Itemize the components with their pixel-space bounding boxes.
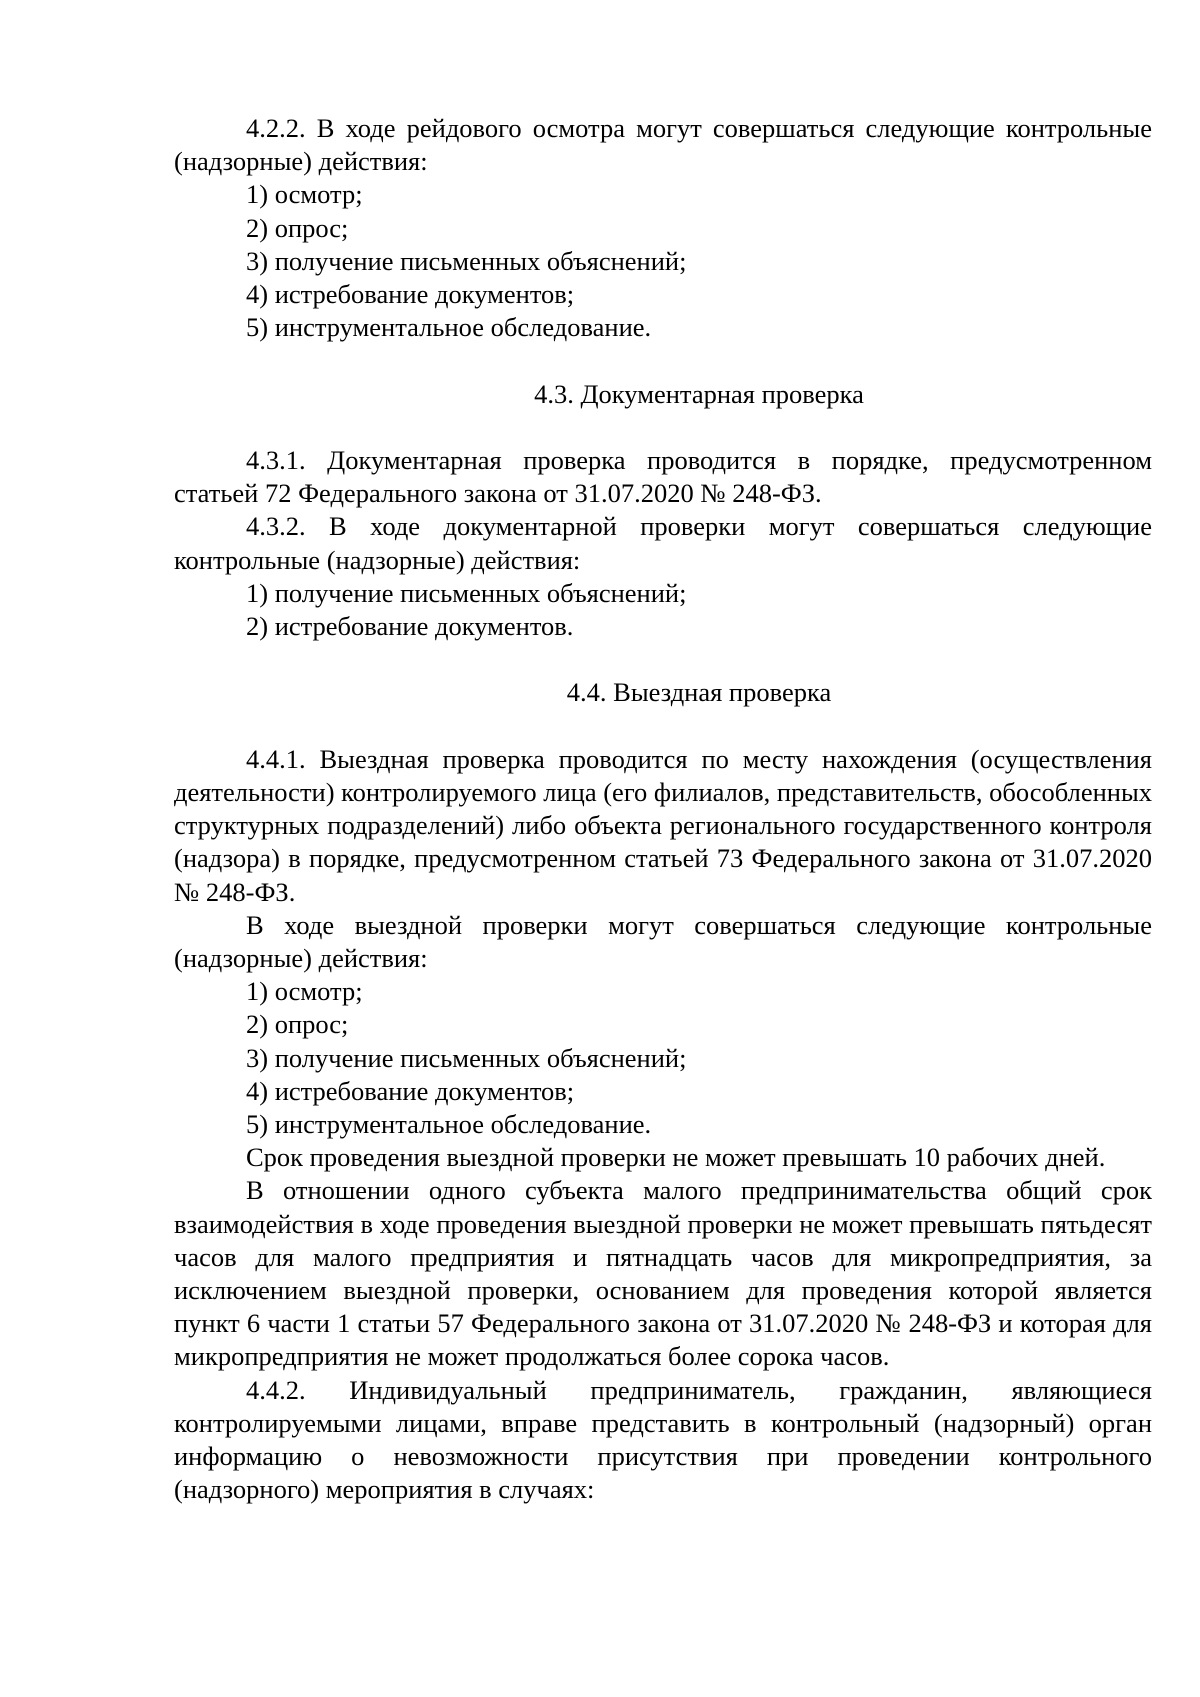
paragraph-4-4-2: 4.4.2. Индивидуальный предприниматель, гражданин, являющиеся контролируемыми лицами, вправе представить в контрольный (надзорный) орган информацию о невозможности присутствия при проведении контрольного (надзорного) мероприятия в случаях: (174, 1374, 1152, 1505)
paragraph-4-3-1: 4.3.1. Документарная проверка проводится в порядке, предусмотренном статьей 72 Федерального закона от 31.07.2020 № 248-ФЗ. (174, 445, 1152, 509)
paragraph-actions: В ходе выездной проверки могут совершаться следующие контрольные (надзорные) действия: (174, 909, 1152, 974)
list-item: 5) инструментальное обследование. (246, 312, 652, 343)
document-page (174, 112, 1152, 1506)
paragraph-4-2-2: 4.2.2. В ходе рейдового осмотра могут совершаться следующие контрольные (надзорные) действия: (174, 113, 1152, 177)
list-item: 5) инструментальное обследование. (246, 1109, 652, 1140)
section-heading-4-4: 4.4. Выездная проверка (566, 677, 832, 708)
list-item: 3) получение письменных объяснений; (246, 245, 687, 276)
list-item: 1) получение письменных объяснений; (246, 577, 687, 608)
list-item: 1) осмотр; (246, 976, 363, 1007)
list-item: 2) истребование документов. (246, 611, 574, 642)
list-item: 1) осмотр; (246, 179, 363, 210)
section-heading-4-3: 4.3. Документарная проверка (534, 378, 864, 409)
list-item: 2) опрос; (246, 212, 349, 243)
list-item: 2) опрос; (246, 1009, 349, 1040)
paragraph-4-4-1: 4.4.1. Выездная проверка проводится по месту нахождения (осуществления деятельности) контролируемого лица (его филиалов, представительств, обособленных структурных подразделений) либо объекта регионального государственного контроля (надзора) в порядке, предусмотренном статьей 73 Федерального закона от 31.07.2020 № 248-ФЗ. (174, 743, 1152, 907)
paragraph-small-business: В отношении одного субъекта малого предпринимательства общий срок взаимодействия в ходе проведения выездной проверки не может превышать пятьдесят часов для малого предприятия и пятнадцать часов для микропредприятия, за исключением выездной проверки, основанием для проведения которой является пункт 6 части 1 статьи 57 Федерального закона от 31.07.2020 № 248-ФЗ и которая для микропредприятия не может продолжаться более сорока часов. (174, 1175, 1152, 1372)
list-item: 4) истребование документов; (246, 1075, 575, 1106)
list-item: 4) истребование документов; (246, 279, 575, 310)
paragraph-4-3-2: 4.3.2. В ходе документарной проверки могут совершаться следующие контрольные (надзорные) действия: (174, 511, 1152, 575)
list-item: 3) получение письменных объяснений; (246, 1042, 687, 1073)
paragraph-term: Срок проведения выездной проверки не может превышать 10 рабочих дней. (246, 1142, 1106, 1173)
